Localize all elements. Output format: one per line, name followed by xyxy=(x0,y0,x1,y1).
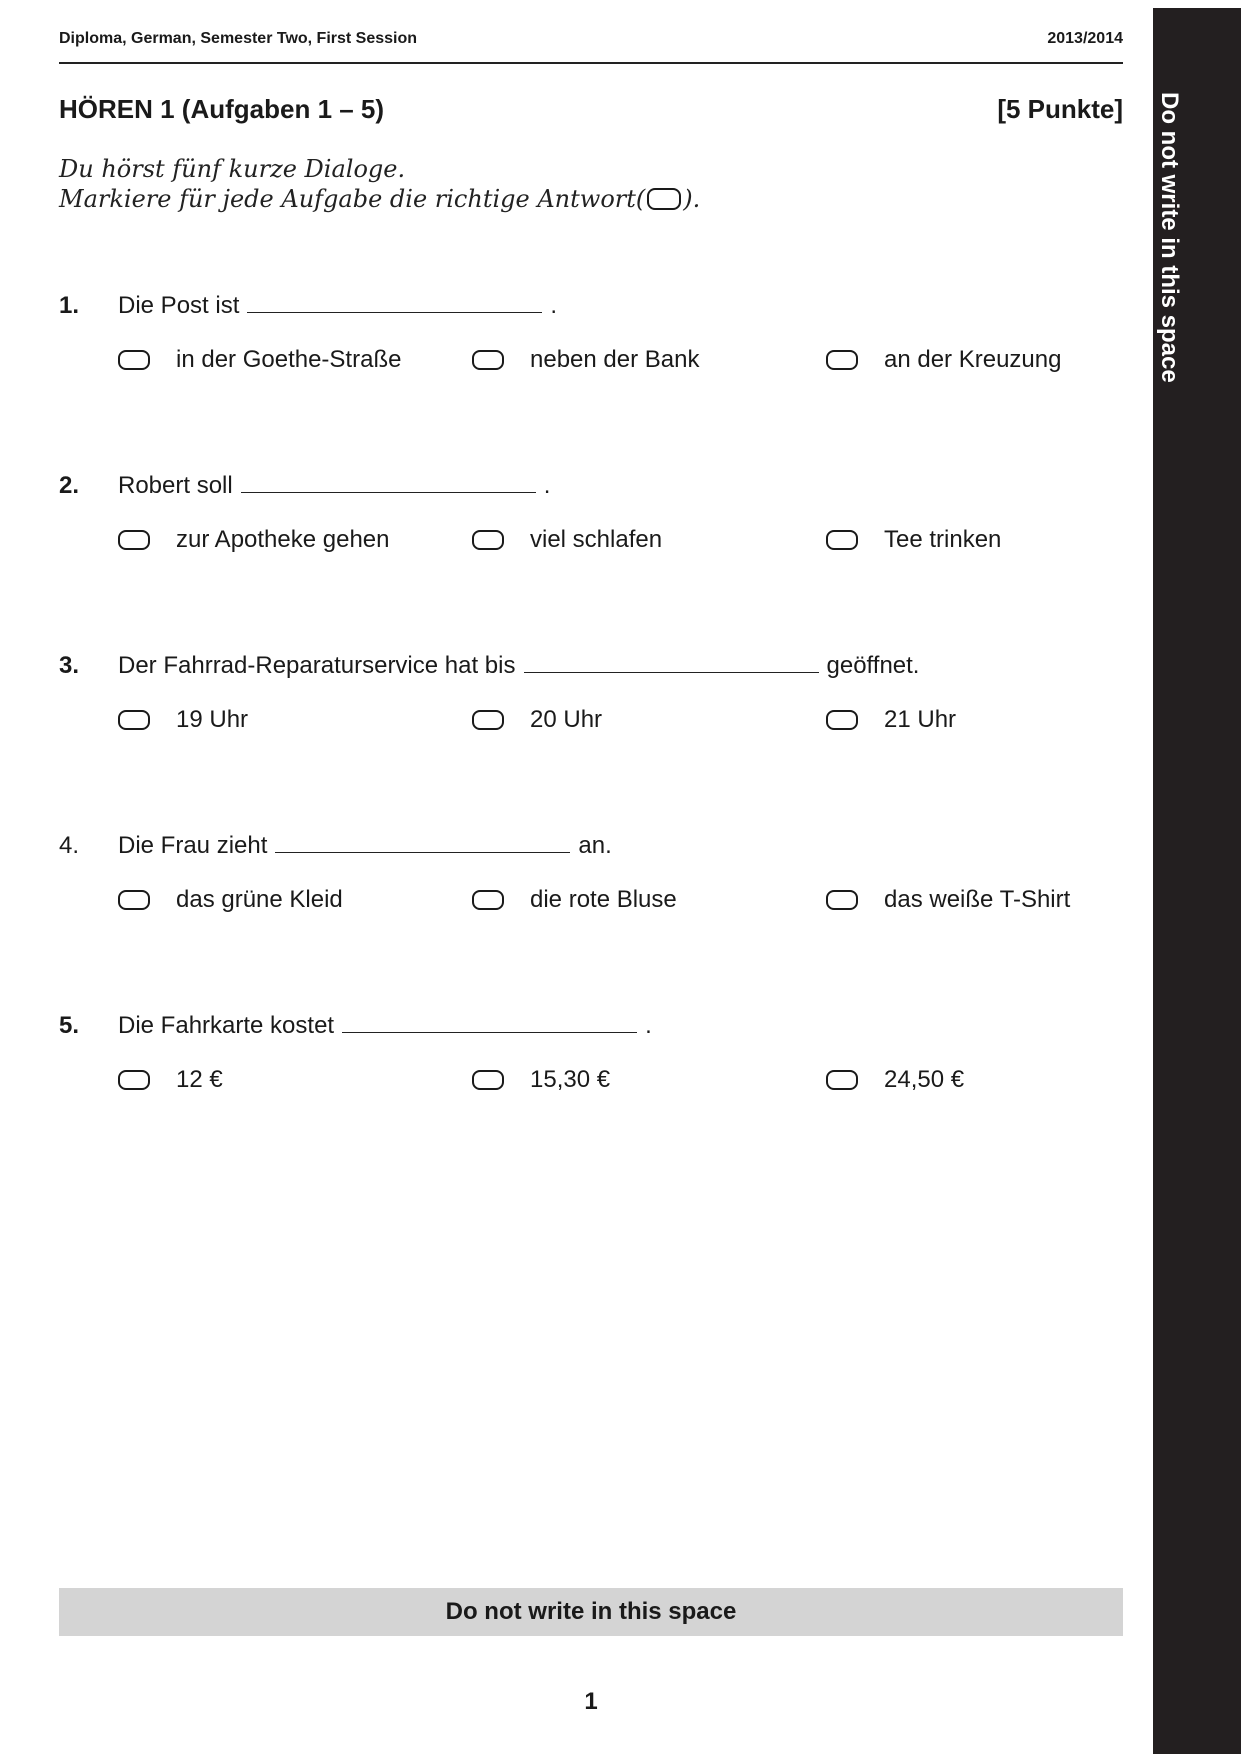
option-label: viel schlafen xyxy=(530,526,663,553)
question-number: 2. xyxy=(59,472,80,499)
question-2 xyxy=(59,470,1123,566)
question-number: 5. xyxy=(59,1012,80,1039)
option-label: 21 Uhr xyxy=(884,706,957,733)
question-1 xyxy=(59,290,1123,386)
answer-bubble-icon xyxy=(647,188,681,210)
answer-bubble-icon[interactable] xyxy=(826,350,858,370)
option-c[interactable] xyxy=(826,1066,964,1094)
answer-bubble-icon[interactable] xyxy=(472,890,504,910)
answer-blank xyxy=(524,652,819,673)
option-c[interactable] xyxy=(826,706,956,734)
do-not-write-label: Do not write in this space xyxy=(445,1598,737,1625)
question-text: Die Frau zieht xyxy=(118,832,268,859)
answer-bubble-icon[interactable] xyxy=(118,890,150,910)
question-text: Der Fahrrad-Reparaturservice hat bis xyxy=(118,652,516,679)
option-b[interactable] xyxy=(472,886,677,914)
option-label: 24,50 € xyxy=(884,1066,965,1093)
option-a[interactable] xyxy=(118,346,401,374)
question-text: Die Fahrkarte kostet xyxy=(118,1012,335,1039)
option-c[interactable] xyxy=(826,346,1061,374)
option-a[interactable] xyxy=(118,886,343,914)
instruction-text: Markiere für jede Aufgabe die richtige Antwort( xyxy=(59,185,646,213)
option-b[interactable] xyxy=(472,526,662,554)
instruction-line-1: Du hörst fünf kurze Dialoge. xyxy=(59,155,406,183)
answer-blank xyxy=(275,832,570,853)
answer-bubble-icon[interactable] xyxy=(826,890,858,910)
section-title: HÖREN 1 (Aufgaben 1 – 5) xyxy=(59,94,385,124)
instruction-line-2 xyxy=(59,184,700,214)
answer-bubble-icon[interactable] xyxy=(118,710,150,730)
option-a[interactable] xyxy=(118,706,248,734)
answer-bubble-icon[interactable] xyxy=(472,350,504,370)
section-heading xyxy=(59,94,1123,125)
answer-bubble-icon[interactable] xyxy=(472,710,504,730)
question-text: Die Post ist xyxy=(118,292,240,319)
page-header xyxy=(59,28,1123,64)
question-text-end: . xyxy=(543,472,551,499)
answer-bubble-icon[interactable] xyxy=(826,710,858,730)
question-number: 3. xyxy=(59,652,80,679)
option-label: 19 Uhr xyxy=(176,706,249,733)
instruction-text-end: ). xyxy=(683,185,701,213)
option-b[interactable] xyxy=(472,706,602,734)
exam-title: Diploma, German, Semester Two, First Session xyxy=(59,30,418,47)
question-4 xyxy=(59,830,1123,926)
do-not-write-box xyxy=(59,1588,1123,1636)
answer-blank xyxy=(342,1012,637,1033)
page-number: 1 xyxy=(584,1688,598,1715)
option-label: an der Kreuzung xyxy=(884,346,1062,373)
option-label: 15,30 € xyxy=(530,1066,611,1093)
option-label: die rote Bluse xyxy=(530,886,677,913)
question-5 xyxy=(59,1010,1123,1106)
answer-bubble-icon[interactable] xyxy=(826,530,858,550)
option-label: 12 € xyxy=(176,1066,223,1093)
answer-blank xyxy=(247,292,542,313)
option-label: zur Apotheke gehen xyxy=(176,526,390,553)
option-c[interactable] xyxy=(826,886,1070,914)
option-a[interactable] xyxy=(118,526,390,554)
question-text-end: . xyxy=(550,292,558,319)
question-3 xyxy=(59,650,1123,746)
exam-year: 2013/2014 xyxy=(1047,30,1123,47)
option-label: 20 Uhr xyxy=(530,706,603,733)
question-number: 4. xyxy=(59,832,80,859)
side-margin-label: Do not write in this space xyxy=(1156,92,1183,383)
answer-blank xyxy=(241,472,536,493)
question-text-end: . xyxy=(645,1012,652,1039)
question-text-end: an. xyxy=(578,832,612,859)
option-b[interactable] xyxy=(472,346,699,374)
option-b[interactable] xyxy=(472,1066,610,1094)
option-a[interactable] xyxy=(118,1066,223,1094)
answer-bubble-icon[interactable] xyxy=(118,1070,150,1090)
option-label: neben der Bank xyxy=(530,346,700,373)
answer-bubble-icon[interactable] xyxy=(472,530,504,550)
answer-bubble-icon[interactable] xyxy=(472,1070,504,1090)
section-points: [5 Punkte] xyxy=(997,94,1123,124)
question-text: Robert soll xyxy=(118,472,233,499)
option-c[interactable] xyxy=(826,526,1001,554)
question-number: 1. xyxy=(59,292,80,319)
question-text-end: geöffnet. xyxy=(826,652,920,679)
answer-bubble-icon[interactable] xyxy=(826,1070,858,1090)
option-label: in der Goethe-Straße xyxy=(176,346,402,373)
option-label: Tee trinken xyxy=(884,526,1002,553)
answer-bubble-icon[interactable] xyxy=(118,530,150,550)
option-label: das grüne Kleid xyxy=(176,886,343,913)
instructions xyxy=(59,154,700,214)
option-label: das weiße T-Shirt xyxy=(884,886,1071,913)
answer-bubble-icon[interactable] xyxy=(118,350,150,370)
